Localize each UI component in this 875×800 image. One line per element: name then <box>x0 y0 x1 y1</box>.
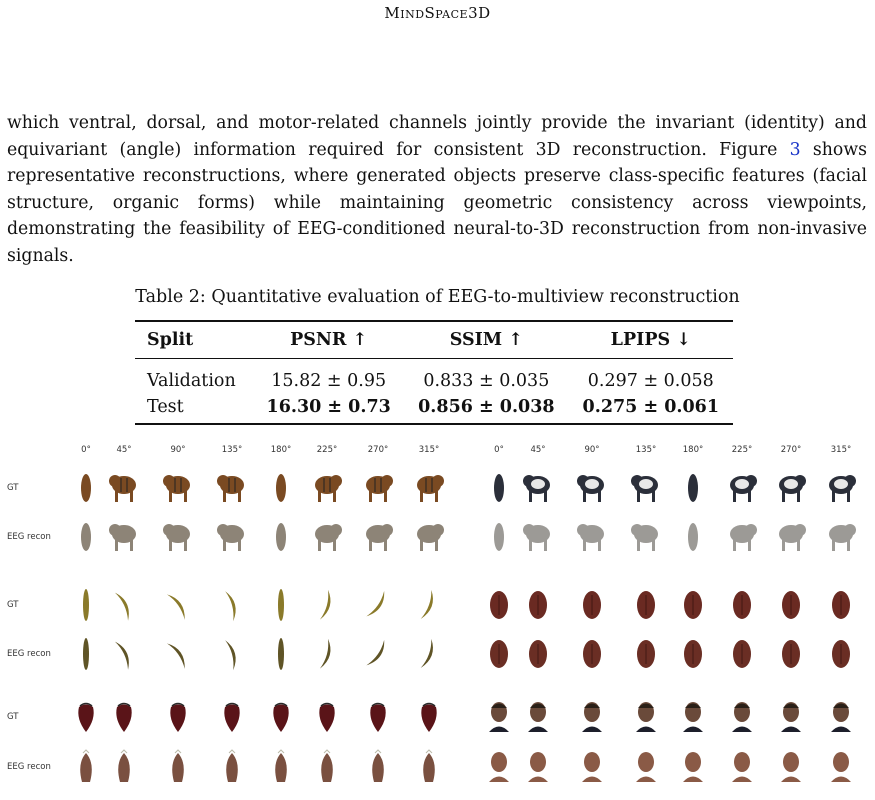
recon-tiger-thumbnail <box>412 519 446 559</box>
recon-rugby-ball-thumbnail <box>824 636 858 676</box>
gt-banana-thumbnail <box>361 587 395 627</box>
gt-tiger-thumbnail <box>215 470 249 510</box>
gt-head-thumbnail <box>824 699 858 739</box>
gt-head-thumbnail <box>482 699 516 739</box>
gt-panda-thumbnail <box>725 470 759 510</box>
body-paragraph <box>7 110 867 269</box>
gt-tiger-thumbnail <box>361 470 395 510</box>
cell-split: Test <box>135 394 253 424</box>
recon-strawberry-thumbnail <box>310 749 344 789</box>
row-label-gt: GT <box>7 712 19 722</box>
angle-label: 315° <box>830 445 852 455</box>
cell-psnr: 16.30 ± 0.73 <box>253 394 404 424</box>
recon-panda-thumbnail <box>824 519 858 559</box>
gt-banana-thumbnail <box>215 587 249 627</box>
cell-split: Validation <box>147 371 236 391</box>
reconstruction-figure <box>0 440 875 800</box>
angle-label: 45° <box>116 445 132 455</box>
recon-banana-thumbnail <box>69 636 103 676</box>
angle-label: 135° <box>635 445 657 455</box>
recon-banana-thumbnail <box>412 636 446 676</box>
gt-head-thumbnail <box>725 699 759 739</box>
gt-banana-thumbnail <box>412 587 446 627</box>
recon-banana-thumbnail <box>107 636 141 676</box>
angle-label: 90° <box>584 445 600 455</box>
recon-strawberry-thumbnail <box>215 749 249 789</box>
angle-label: 270° <box>780 445 802 455</box>
recon-rugby-ball-thumbnail <box>629 636 663 676</box>
angle-label: 0° <box>494 445 504 455</box>
gt-rugby-ball-thumbnail <box>482 587 516 627</box>
recon-rugby-ball-thumbnail <box>521 636 555 676</box>
recon-strawberry-thumbnail <box>107 749 141 789</box>
gt-panda-thumbnail <box>774 470 808 510</box>
recon-strawberry-thumbnail <box>161 749 195 789</box>
recon-panda-thumbnail <box>482 519 516 559</box>
gt-head-thumbnail <box>575 699 609 739</box>
recon-head-thumbnail <box>824 749 858 789</box>
table-caption: Table 2: Quantitative evaluation of EEG-to-multiview reconstruction <box>135 287 740 307</box>
angle-label: 45° <box>530 445 546 455</box>
recon-banana-thumbnail <box>361 636 395 676</box>
gt-head-thumbnail <box>521 699 555 739</box>
cell-psnr: 15.82 ± 0.95 <box>271 371 387 391</box>
gt-banana-thumbnail <box>310 587 344 627</box>
recon-panda-thumbnail <box>725 519 759 559</box>
angle-label: 135° <box>221 445 243 455</box>
recon-tiger-thumbnail <box>361 519 395 559</box>
recon-strawberry-thumbnail <box>264 749 298 789</box>
recon-head-thumbnail <box>482 749 516 789</box>
recon-banana-thumbnail <box>161 636 195 676</box>
gt-panda-thumbnail <box>676 470 710 510</box>
angle-label: 180° <box>270 445 292 455</box>
recon-rugby-ball-thumbnail <box>725 636 759 676</box>
gt-panda-thumbnail <box>482 470 516 510</box>
gt-panda-thumbnail <box>521 470 555 510</box>
angle-label: 0° <box>81 445 91 455</box>
recon-banana-thumbnail <box>264 636 298 676</box>
gt-rugby-ball-thumbnail <box>521 587 555 627</box>
recon-rugby-ball-thumbnail <box>482 636 516 676</box>
table-row <box>135 359 733 395</box>
results-table <box>135 320 733 425</box>
cell-lpips: 0.297 ± 0.058 <box>587 371 714 391</box>
gt-tiger-thumbnail <box>310 470 344 510</box>
gt-strawberry-thumbnail <box>161 699 195 739</box>
row-label-eeg-recon: EEG recon <box>7 649 51 659</box>
recon-head-thumbnail <box>725 749 759 789</box>
recon-banana-thumbnail <box>310 636 344 676</box>
recon-tiger-thumbnail <box>215 519 249 559</box>
header-psnr: PSNR ↑ <box>253 321 404 359</box>
angle-label: 315° <box>418 445 440 455</box>
recon-panda-thumbnail <box>575 519 609 559</box>
recon-panda-thumbnail <box>629 519 663 559</box>
gt-tiger-thumbnail <box>107 470 141 510</box>
recon-tiger-thumbnail <box>107 519 141 559</box>
recon-tiger-thumbnail <box>264 519 298 559</box>
gt-rugby-ball-thumbnail <box>676 587 710 627</box>
recon-strawberry-thumbnail <box>412 749 446 789</box>
gt-panda-thumbnail <box>824 470 858 510</box>
gt-tiger-thumbnail <box>69 470 103 510</box>
recon-rugby-ball-thumbnail <box>676 636 710 676</box>
recon-banana-thumbnail <box>215 636 249 676</box>
running-header: MindSpace3D <box>384 4 491 22</box>
gt-banana-thumbnail <box>161 587 195 627</box>
gt-strawberry-thumbnail <box>310 699 344 739</box>
paragraph-text-after: shows representative reconstructions, where generated objects preserve class-specific features (facial structure, organic forms) while maintaining geometric consistency across viewpoints, demonstrating the feasibility of EEG-conditioned neural-to-3D reconstruction from non-invasive signals. <box>7 139 867 266</box>
recon-rugby-ball-thumbnail <box>774 636 808 676</box>
angle-label: 225° <box>731 445 753 455</box>
recon-panda-thumbnail <box>521 519 555 559</box>
gt-banana-thumbnail <box>264 587 298 627</box>
recon-tiger-thumbnail <box>69 519 103 559</box>
recon-head-thumbnail <box>676 749 710 789</box>
gt-tiger-thumbnail <box>412 470 446 510</box>
recon-strawberry-thumbnail <box>69 749 103 789</box>
gt-rugby-ball-thumbnail <box>824 587 858 627</box>
gt-head-thumbnail <box>676 699 710 739</box>
gt-head-thumbnail <box>774 699 808 739</box>
gt-rugby-ball-thumbnail <box>629 587 663 627</box>
angle-label: 180° <box>682 445 704 455</box>
recon-head-thumbnail <box>629 749 663 789</box>
paragraph-text-before: which ventral, dorsal, and motor-related channels jointly provide the invariant (identity) and equivariant (angle) information required for consistent 3D reconstruction. Figure <box>7 113 867 160</box>
angle-label: 225° <box>316 445 338 455</box>
recon-panda-thumbnail <box>774 519 808 559</box>
gt-banana-thumbnail <box>107 587 141 627</box>
recon-tiger-thumbnail <box>161 519 195 559</box>
row-label-eeg-recon: EEG recon <box>7 762 51 772</box>
gt-strawberry-thumbnail <box>69 699 103 739</box>
recon-rugby-ball-thumbnail <box>575 636 609 676</box>
cell-ssim: 0.833 ± 0.035 <box>423 371 550 391</box>
row-label-gt: GT <box>7 600 19 610</box>
row-label-eeg-recon: EEG recon <box>7 532 51 542</box>
recon-tiger-thumbnail <box>310 519 344 559</box>
recon-head-thumbnail <box>521 749 555 789</box>
gt-strawberry-thumbnail <box>361 699 395 739</box>
header-lpips: LPIPS ↓ <box>569 321 733 359</box>
gt-rugby-ball-thumbnail <box>774 587 808 627</box>
table-header-row <box>135 321 733 359</box>
gt-strawberry-thumbnail <box>412 699 446 739</box>
row-label-gt: GT <box>7 483 19 493</box>
gt-panda-thumbnail <box>575 470 609 510</box>
cell-ssim: 0.856 ± 0.038 <box>404 394 568 424</box>
gt-strawberry-thumbnail <box>264 699 298 739</box>
table-row <box>135 394 733 424</box>
gt-strawberry-thumbnail <box>215 699 249 739</box>
angle-label: 270° <box>367 445 389 455</box>
recon-head-thumbnail <box>575 749 609 789</box>
gt-tiger-thumbnail <box>264 470 298 510</box>
gt-head-thumbnail <box>629 699 663 739</box>
header-ssim: SSIM ↑ <box>404 321 568 359</box>
gt-tiger-thumbnail <box>161 470 195 510</box>
gt-panda-thumbnail <box>629 470 663 510</box>
recon-panda-thumbnail <box>676 519 710 559</box>
gt-rugby-ball-thumbnail <box>725 587 759 627</box>
header-split: Split <box>135 321 253 359</box>
figure-reference-link[interactable]: 3 <box>789 139 801 160</box>
gt-banana-thumbnail <box>69 587 103 627</box>
cell-lpips: 0.275 ± 0.061 <box>569 394 733 424</box>
gt-rugby-ball-thumbnail <box>575 587 609 627</box>
recon-head-thumbnail <box>774 749 808 789</box>
angle-label: 90° <box>170 445 186 455</box>
gt-strawberry-thumbnail <box>107 699 141 739</box>
recon-strawberry-thumbnail <box>361 749 395 789</box>
